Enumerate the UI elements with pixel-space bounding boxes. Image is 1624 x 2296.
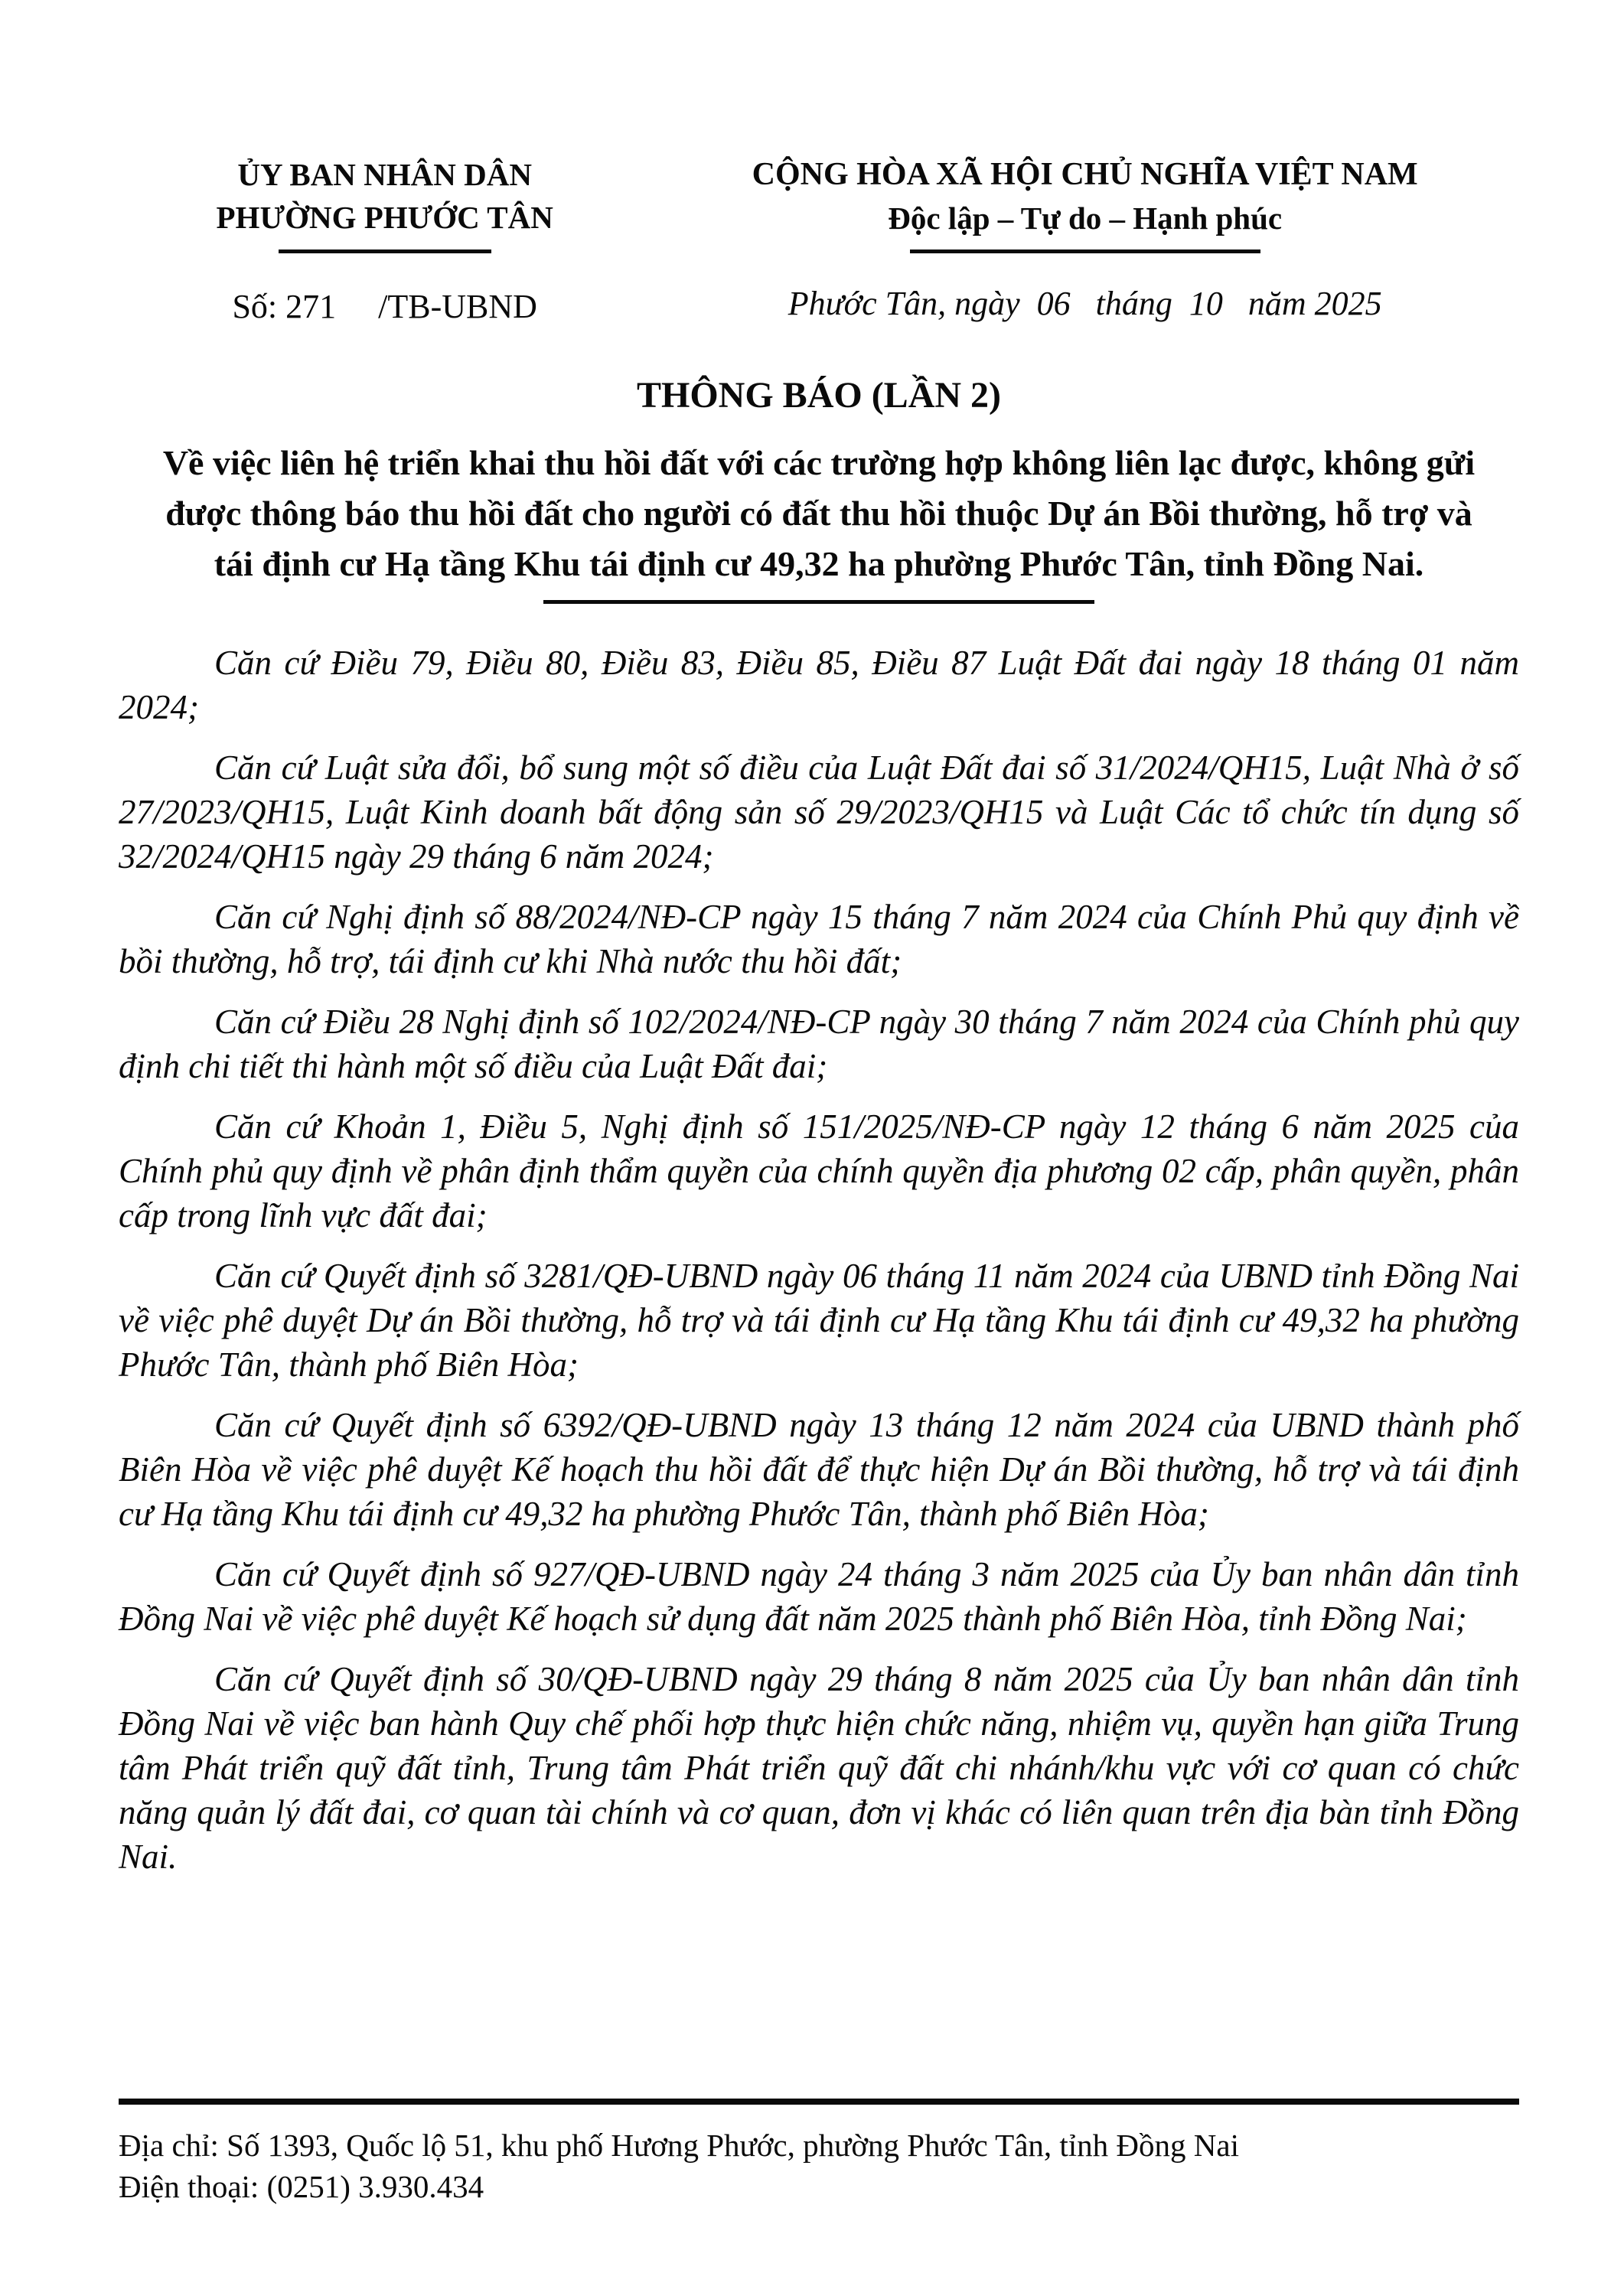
body-paragraph: Căn cứ Điều 79, Điều 80, Điều 83, Điều 85, Điều 87 Luật Đất đai ngày 18 tháng 01 năm 2024;	[119, 644, 1519, 726]
authority-underline	[279, 249, 491, 253]
title-block	[119, 373, 1519, 604]
national-motto-block	[651, 153, 1519, 323]
footer-separator	[119, 2099, 1519, 2105]
issuing-authority-block	[119, 153, 651, 326]
body-paragraph: Căn cứ Khoản 1, Điều 5, Nghị định số 151/2025/NĐ-CP ngày 12 tháng 6 năm 2025 của Chính phủ quy định về phân định thẩm quyền của chính quyền địa phương 02 cấp, phân quyền, phân cấp trong lĩnh vực đất đai;	[119, 1107, 1519, 1234]
body-paragraph: Căn cứ Quyết định số 927/QĐ-UBND ngày 24 tháng 3 năm 2025 của Ủy ban nhân dân tỉnh Đồng Nai về việc phê duyệt Kế hoạch sử dụng đất năm 2025 thành phố Biên Hòa, tỉnh Đồng Nai;	[119, 1555, 1519, 1638]
subject-underline	[543, 600, 1094, 604]
issuing-authority-name: PHƯỜNG PHƯỚC TÂN	[216, 200, 553, 235]
issuing-authority-parent: ỦY BAN NHÂN DÂN	[237, 157, 532, 192]
body-paragraph: Căn cứ Quyết định số 3281/QĐ-UBND ngày 06 tháng 11 năm 2024 của UBND tỉnh Đồng Nai về việc phê duyệt Dự án Bồi thường, hỗ trợ và tái định cư Hạ tầng Khu tái định cư 49,32 ha phường Phước Tân, thành phố Biên Hòa;	[119, 1257, 1519, 1384]
national-motto: Độc lập – Tự do – Hạnh phúc	[888, 201, 1283, 236]
body-paragraph: Căn cứ Điều 28 Nghị định số 102/2024/NĐ-CP ngày 30 tháng 7 năm 2024 của Chính phủ quy định chi tiết thi hành một số điều của Luật Đất đai;	[119, 1003, 1519, 1085]
footer-address: Địa chỉ: Số 1393, Quốc lộ 51, khu phố Hương Phước, phường Phước Tân, tỉnh Đồng Nai	[119, 2128, 1239, 2163]
motto-underline	[910, 249, 1260, 253]
document-body	[119, 641, 1519, 1879]
document-header	[119, 153, 1519, 326]
document-footer	[119, 2099, 1519, 2207]
body-paragraph: Căn cứ Nghị định số 88/2024/NĐ-CP ngày 15 tháng 7 năm 2024 của Chính Phủ quy định về bồi thường, hỗ trợ, tái định cư khi Nhà nước thu hồi đất;	[119, 898, 1519, 980]
document-number: Số: 271 /TB-UBND	[232, 288, 537, 325]
document-title: THÔNG BÁO (LẦN 2)	[636, 375, 1001, 416]
body-paragraph: Căn cứ Quyết định số 6392/QĐ-UBND ngày 13 tháng 12 năm 2024 của UBND thành phố Biên Hòa về việc phê duyệt Kế hoạch thu hồi đất để thực hiện Dự án Bồi thường, hỗ trợ và tái định cư Hạ tầng Khu tái định cư 49,32 ha phường Phước Tân, thành phố Biên Hòa;	[119, 1406, 1519, 1533]
footer-phone: Điện thoại: (0251) 3.930.434	[119, 2169, 484, 2204]
body-paragraph: Căn cứ Quyết định số 30/QĐ-UBND ngày 29 tháng 8 năm 2025 của Ủy ban nhân dân tỉnh Đồng Nai về việc ban hành Quy chế phối hợp thực hiện chức năng, nhiệm vụ, quyền hạn giữa Trung tâm Phát triển quỹ đất tỉnh, Trung tâm Phát triển quỹ đất chi nhánh/khu vực với cơ quan có chức năng quản lý đất đai, cơ quan tài chính và cơ quan, đơn vị khác có liên quan trên địa bàn tỉnh Đồng Nai.	[119, 1660, 1519, 1876]
body-paragraph: Căn cứ Luật sửa đổi, bổ sung một số điều của Luật Đất đai số 31/2024/QH15, Luật Nhà ở số 27/2023/QH15, Luật Kinh doanh bất động sản số 29/2023/QH15 và Luật Các tổ chức tín dụng số 32/2024/QH15 ngày 29 tháng 6 năm 2024;	[119, 748, 1519, 876]
national-title: CỘNG HÒA XÃ HỘI CHỦ NGHĨA VIỆT NAM	[752, 157, 1418, 192]
document-subject: Về việc liên hệ triển khai thu hồi đất với các trường hợp không liên lạc được, không gửi được thông báo thu hồi đất cho người có đất thu hồi thuộc Dự án Bồi thường, hỗ trợ và tái định cư Hạ tầng Khu tái định cư 49,32 ha phường Phước Tân, tỉnh Đồng Nai.	[162, 443, 1476, 583]
place-date-line: Phước Tân, ngày 06 tháng 10 năm 2025	[788, 285, 1382, 322]
